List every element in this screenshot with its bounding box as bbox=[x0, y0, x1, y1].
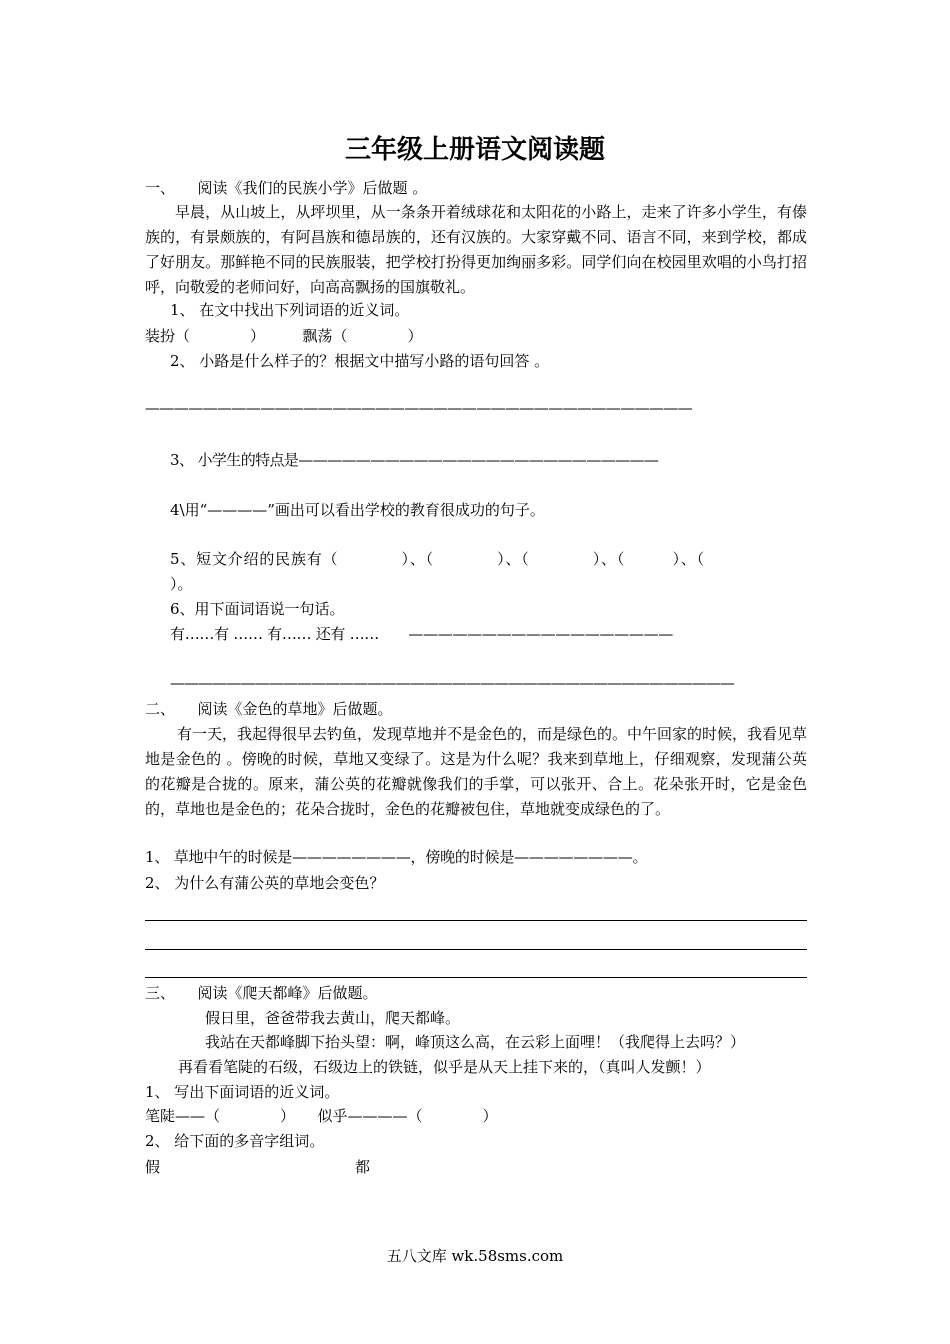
section1-q6-words: 有……有 …… 有…… 还有 …… —————————————————— bbox=[170, 625, 673, 643]
section1-q5-cont: ）。 bbox=[170, 575, 193, 593]
section1-q1: 1、 在文中找出下列词语的近义词。 bbox=[170, 301, 410, 319]
section1-q5: 5、短文介绍的民族有（ ）、（ ）、（ ）、（ ）、（ bbox=[170, 550, 705, 568]
section1-q4: 4\用“————”画出可以看出学校的教育很成功的句子。 bbox=[170, 501, 545, 519]
page-footer: 五八文库 wk.58sms.com bbox=[386, 1247, 564, 1265]
section2-q1: 1、 草地中午的时候是————————，傍晚的时候是————————。 bbox=[145, 848, 648, 866]
section1-q6-answer-line: ———————————————————————————————————————— bbox=[170, 674, 735, 692]
section3-q1: 1、 写出下面词语的近义词。 bbox=[145, 1083, 340, 1101]
section2-heading: 二、 阅读《金色的草地》后做题。 bbox=[145, 700, 393, 718]
section3-q2-word-2: 都 bbox=[355, 1158, 371, 1176]
section1-q6: 6、用下面词语说一句话。 bbox=[170, 600, 345, 618]
section1-q2-answer-line: —————————————————————————————————————— bbox=[145, 399, 693, 417]
section1-q1-answer-line: 装扮（ ） 飘荡（ ） bbox=[145, 327, 423, 345]
section3-passage-p2: 我站在天都峰脚下抬头望：啊，峰顶这么高，在云彩上面哩！（我爬得上去吗？） bbox=[205, 1033, 746, 1051]
section1-heading: 一、 阅读《我们的民族小学》后做题 。 bbox=[145, 179, 428, 197]
section3-heading: 三、 阅读《爬天都峰》后做题。 bbox=[145, 984, 378, 1002]
page-title: 三年级上册语文阅读题 bbox=[344, 135, 605, 165]
section3-passage-p3: 再看看笔陡的石级，石级边上的铁链，似乎是从天上挂下来的，（真叫人发颤！） bbox=[178, 1058, 711, 1076]
answer-rule-1 bbox=[145, 920, 807, 921]
answer-rule-2 bbox=[145, 949, 807, 950]
section2-q2: 2、 为什么有蒲公英的草地会变色？ bbox=[145, 874, 385, 892]
section1-q3: 3、 小学生的特点是————————————————————————— bbox=[170, 451, 659, 469]
section1-q2: 2、 小路是什么样子的？根据文中描写小路的语句回答 。 bbox=[170, 352, 550, 370]
section3-q2: 2、 给下面的多音字组词。 bbox=[145, 1132, 325, 1150]
section2-passage: 有一天，我起得很早去钓鱼，发现草地并不是金色的，而是绿色的。中午回家的时候，我看见草地是金色的 。傍晚的时候，草地又变绿了。这是为什么呢？我来到草地上，仔细观察，发现蒲公英的花瓣是合拢的。原来，蒲公英的花瓣就像我们的手掌，可以张开、合上。花朵张开时，它是金色的，草地也是金色的；花朵合拢时，金色的花瓣被包住，草地就变成绿色的了。 bbox=[145, 725, 808, 818]
section3-q1-answer-line: 笔陡——（ ） 似乎————（ ） bbox=[145, 1107, 498, 1125]
section1-passage: 早晨，从山坡上，从坪坝里，从一条条开着绒球花和太阳花的小路上，走来了许多小学生，有傣族的，有景颇族的，有阿昌族和德昂族的，还有汉族的。大家穿戴不同、语言不同，来到学校，都成了好朋友。那鲜艳不同的民族服装，把学校打扮得更加绚丽多彩。同学们向在校园里欢唱的小鸟打招呼，向敬爱的老师问好，向高高飘扬的国旗敬礼。 bbox=[145, 203, 807, 296]
section3-passage-p1: 假日里，爸爸带我去黄山，爬天都峰。 bbox=[205, 1009, 461, 1027]
section3-q2-word-1: 假 bbox=[145, 1158, 161, 1176]
answer-rule-3 bbox=[145, 977, 807, 978]
